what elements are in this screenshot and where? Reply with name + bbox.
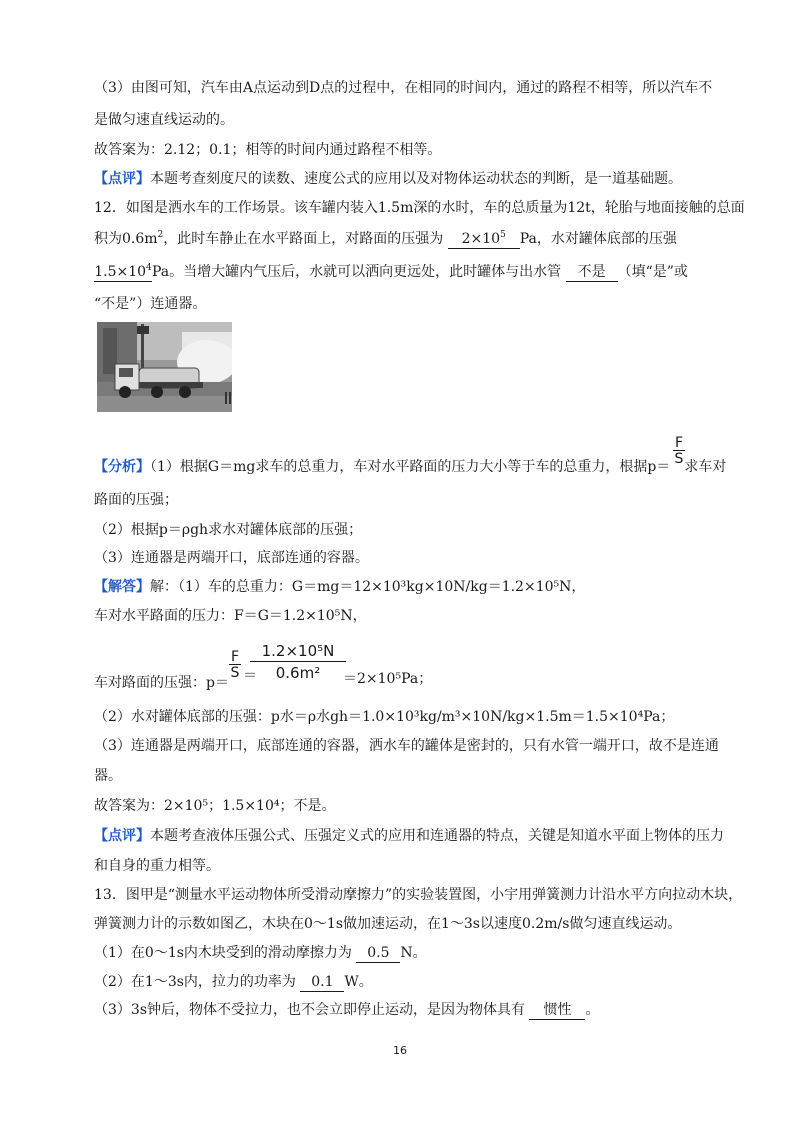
analysis-line: （3）连通器是两端开口，底部连通的容器。 xyxy=(94,550,369,566)
page-number: 16 xyxy=(393,1044,407,1057)
comment-line: 和自身的重力相等。 xyxy=(94,858,220,874)
text-line: （3）由图可知，汽车由A点运动到D点的过程中，在相同的时间内，通过的路程不相等，所以汽车不 xyxy=(94,80,713,96)
analysis-line: 【分析】（1）根据G＝mg求车的总重力，车对水平路面的压力大小等于车的总重力，根据p＝ 求车对 xyxy=(94,459,727,475)
question-13-line: 弹簧测力计的示数如图乙，木块在0～1s做加速运动，在1～3s以速度0.2m/s做匀速直线运动。 xyxy=(94,916,682,932)
comment-line: 【点评】本题考查刻度尺的读数、速度公式的应用以及对物体运动状态的判断，是一道基础题。 xyxy=(94,171,682,187)
solution-line: 【解答】解：（1）车的总重力：G＝mg＝12×10³kg×10N/kg＝1.2×10⁵N， xyxy=(94,579,586,595)
solution-result: ＝2×10⁵Pa； xyxy=(343,671,433,687)
analysis-line: （2）根据p＝ρgh求水对罐体底部的压强； xyxy=(94,522,363,538)
comment-line: 【点评】本题考查液体压强公式、压强定义式的应用和连通器的特点，关键是知道水平面上物体的压力 xyxy=(94,828,724,844)
question-13-part: （3）3s钟后，物体不受拉力，也不会立即停止运动，是因为物体具有 惯性 。 xyxy=(94,1002,600,1018)
answer-blank: 惯性 xyxy=(529,1001,585,1020)
comment-tag: 【点评】 xyxy=(94,828,150,844)
solution-line: 器。 xyxy=(94,768,122,784)
pressure-fraction: 1.2×10⁵N 0.6m² xyxy=(250,641,346,684)
question-12-line: $1.5\times 10^4Pa$。当增大罐内气压后，水就可以洒向更远处，此时罐体与出水管 不是 （填“是”或 xyxy=(94,263,688,280)
solution-tag: 【解答】 xyxy=(94,579,150,595)
answer-blank: 0.5 xyxy=(356,944,400,963)
question-13-part: （1）在0～1s内木块受到的滑动摩擦力为 0.5 N。 xyxy=(94,945,427,961)
answer-blank: 0.1 xyxy=(300,973,344,992)
answer-blank: $2\times 10^5$ xyxy=(448,230,520,249)
solution-line: （3）连通器是两端开口，底部连通的容器，洒水车的罐体是密封的，只有水管一端开口，故不是连通 xyxy=(94,738,719,754)
fraction-F-over-S: F S xyxy=(230,649,240,681)
question-12-line: 12．如图是洒水车的工作场景。该车罐内装入1.5m深的水时，车的总质量为12t，轮胎与地面接触的总面 xyxy=(94,200,745,216)
text-line: 故答案为：2.12；0.1；相等的时间内通过路程不相等。 xyxy=(94,142,442,158)
comment-tag: 【点评】 xyxy=(94,171,150,187)
text-line: 是做匀速直线运动的。 xyxy=(94,112,234,128)
sprinkler-truck-photo xyxy=(97,322,232,412)
answer-blank: 不是 xyxy=(566,263,618,282)
question-12-line: “不是”）连通器。 xyxy=(94,296,207,312)
fraction-F-over-S: F S xyxy=(674,435,684,467)
question-12-line: 积为$0.6m^2$，此时车静止在水平路面上，对路面的压强为 $2\times 10^5$ Pa，水对罐体底部的压强 xyxy=(94,230,677,247)
question-13-part: （2）在1～3s内，拉力的功率为 0.1 W。 xyxy=(94,974,373,990)
answer-blank: $1.5\times 10^4$ xyxy=(94,263,152,280)
answer-line: 故答案为：2×10⁵；1.5×10⁴；不是。 xyxy=(94,798,336,814)
question-13-line: 13．图甲是“测量水平运动物体所受滑动摩擦力”的实验装置图，小宇用弹簧测力计沿水平方向拉动木块， xyxy=(94,887,743,903)
solution-line: （2）水对罐体底部的压强：p水＝ρ水gh＝1.0×10³kg/m³×10N/kg×1.5m＝1.5×10⁴Pa； xyxy=(94,709,675,725)
equals-sign: ＝ xyxy=(243,668,257,684)
solution-line: 车对路面的压强：p＝ xyxy=(94,675,229,691)
analysis-line: 路面的压强； xyxy=(94,492,178,508)
analysis-tag: 【分析】 xyxy=(94,459,150,475)
solution-line: 车对水平路面的压力：F＝G＝1.2×10⁵N， xyxy=(94,608,367,624)
